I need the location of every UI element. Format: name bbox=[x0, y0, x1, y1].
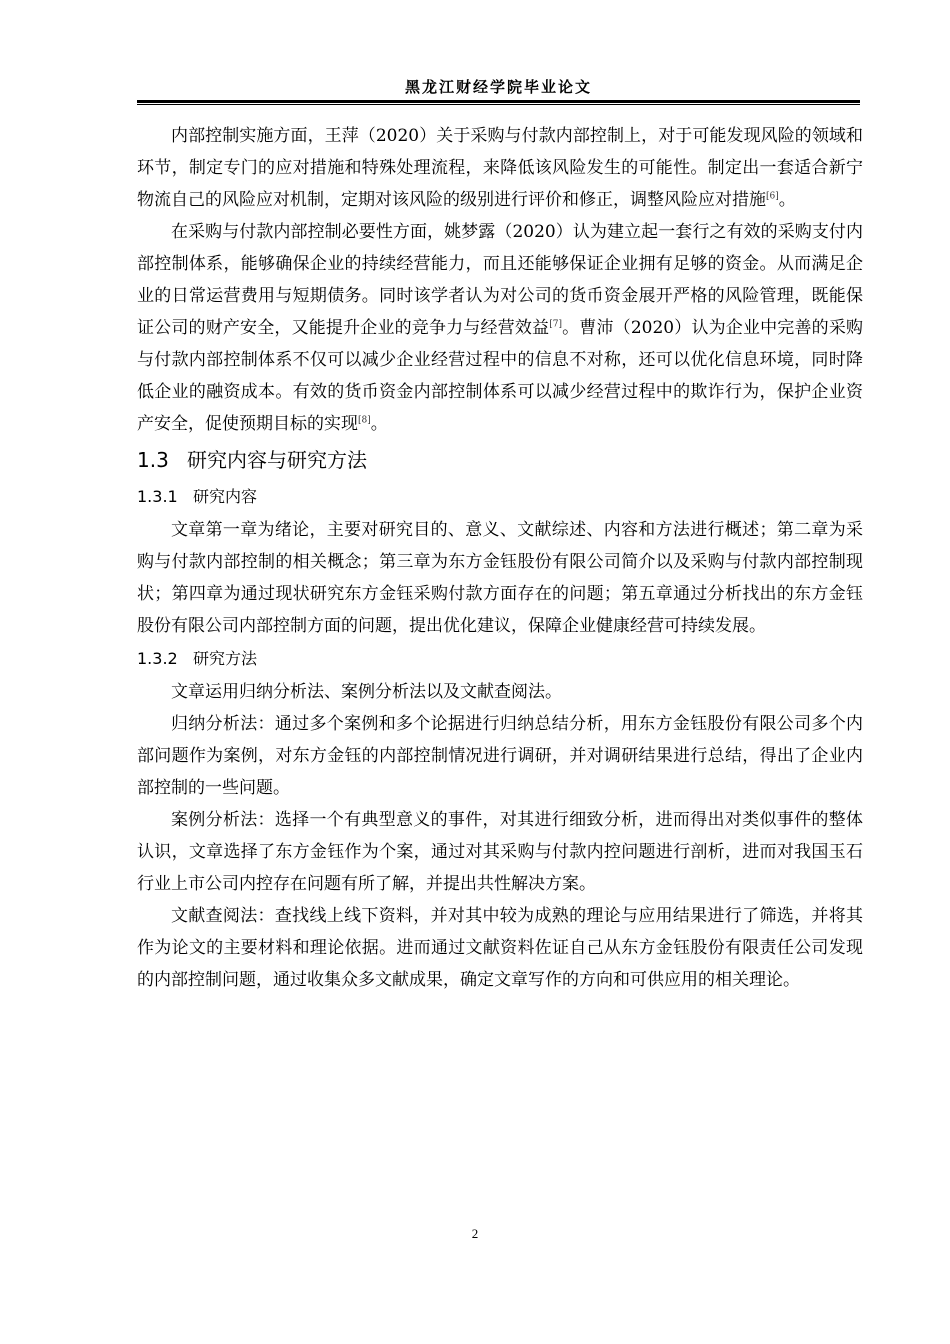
header-rule-thick bbox=[137, 100, 860, 103]
page-header-title: 黑龙江财经学院毕业论文 bbox=[404, 78, 592, 96]
paragraph-internal-control-implementation: 内部控制实施方面，王萍（2020）关于采购与付款内部控制上，对于可能发现风险的领域和环节，制定专门的应对措施和特殊处理流程，来降低该风险发生的可能性。制定出一套适合新宁物流自己的风险应对机制，定期对该风险的级别进行评价和修正，调整风险应对措施[6]。 bbox=[137, 126, 863, 210]
section-heading-1-3: 1.3 研究内容与研究方法 bbox=[137, 448, 367, 472]
header-rule-thin bbox=[137, 104, 860, 105]
citation-ref-7: [7] bbox=[549, 319, 562, 330]
paragraph-case-analysis: 案例分析法：选择一个有典型意义的事件，对其进行细致分析，进而得出对类似事件的整体认识，文章选择了东方金钰作为个案，通过对其采购与付款内控问题进行剖析，进而对我国玉石行业上市公司内控存在问题有所了解，并提出共性解决方案。 bbox=[137, 810, 863, 894]
subsection-heading-1-3-1: 1.3.1 研究内容 bbox=[137, 487, 258, 506]
paragraph-internal-control-necessity: 在采购与付款内部控制必要性方面，姚梦露（2020）认为建立起一套行之有效的采购支付内部控制体系，能够确保企业的持续经营能力，而且还能够保证企业拥有足够的资金。从而满足企业的日常运营费用与短期债务。同时该学者认为对公司的货币资金展开严格的风险管理，既能保证公司的财产安全，又能提升企业的竞争力与经营效益[7]。曹沛（2020）认为企业中完善的采购与付款内部控制体系不仅可以减少企业经营过程中的信息不对称，还可以优化信息环境，同时降低企业的融资成本。有效的货币资金内部控制体系可以减少经营过程中的欺诈行为，保护企业资产安全，促使预期目标的实现[8]。 bbox=[137, 222, 864, 434]
paragraph-research-content: 文章第一章为绪论，主要对研究目的、意义、文献综述、内容和方法进行概述；第二章为采购与付款内部控制的相关概念；第三章为东方金钰股份有限公司简介以及采购与付款内部控制现状；第四章为通过现状研究东方金钰采购付款方面存在的问题；第五章通过分析找出的东方金钰股份有限公司内部控制方面的问题，提出优化建议，保障企业健康经营可持续发展。 bbox=[137, 520, 863, 636]
paragraph-literature-review: 文献查阅法：查找线上线下资料，并对其中较为成熟的理论与应用结果进行了筛选，并将其作为论文的主要材料和理论依据。进而通过文献资料佐证自己从东方金钰股份有限责任公司发现的内部控制问题，通过收集众多文献成果，确定文章写作的方向和可供应用的相关理论。 bbox=[137, 906, 863, 990]
paragraph-methods-intro: 文章运用归纳分析法、案例分析法以及文献查阅法。 bbox=[171, 682, 562, 702]
paragraph-inductive-analysis: 归纳分析法：通过多个案例和多个论据进行归纳总结分析，用东方金钰股份有限公司多个内部问题作为案例，对东方金钰的内部控制情况进行调研，并对调研结果进行总结，得出了企业内部控制的一些问题。 bbox=[137, 714, 863, 798]
page-body bbox=[137, 120, 863, 996]
citation-ref-8: [8] bbox=[358, 415, 371, 426]
subsection-heading-1-3-2: 1.3.2 研究方法 bbox=[137, 649, 258, 668]
citation-ref-6: [6] bbox=[766, 191, 779, 202]
page-number: 2 bbox=[471, 1226, 479, 1241]
